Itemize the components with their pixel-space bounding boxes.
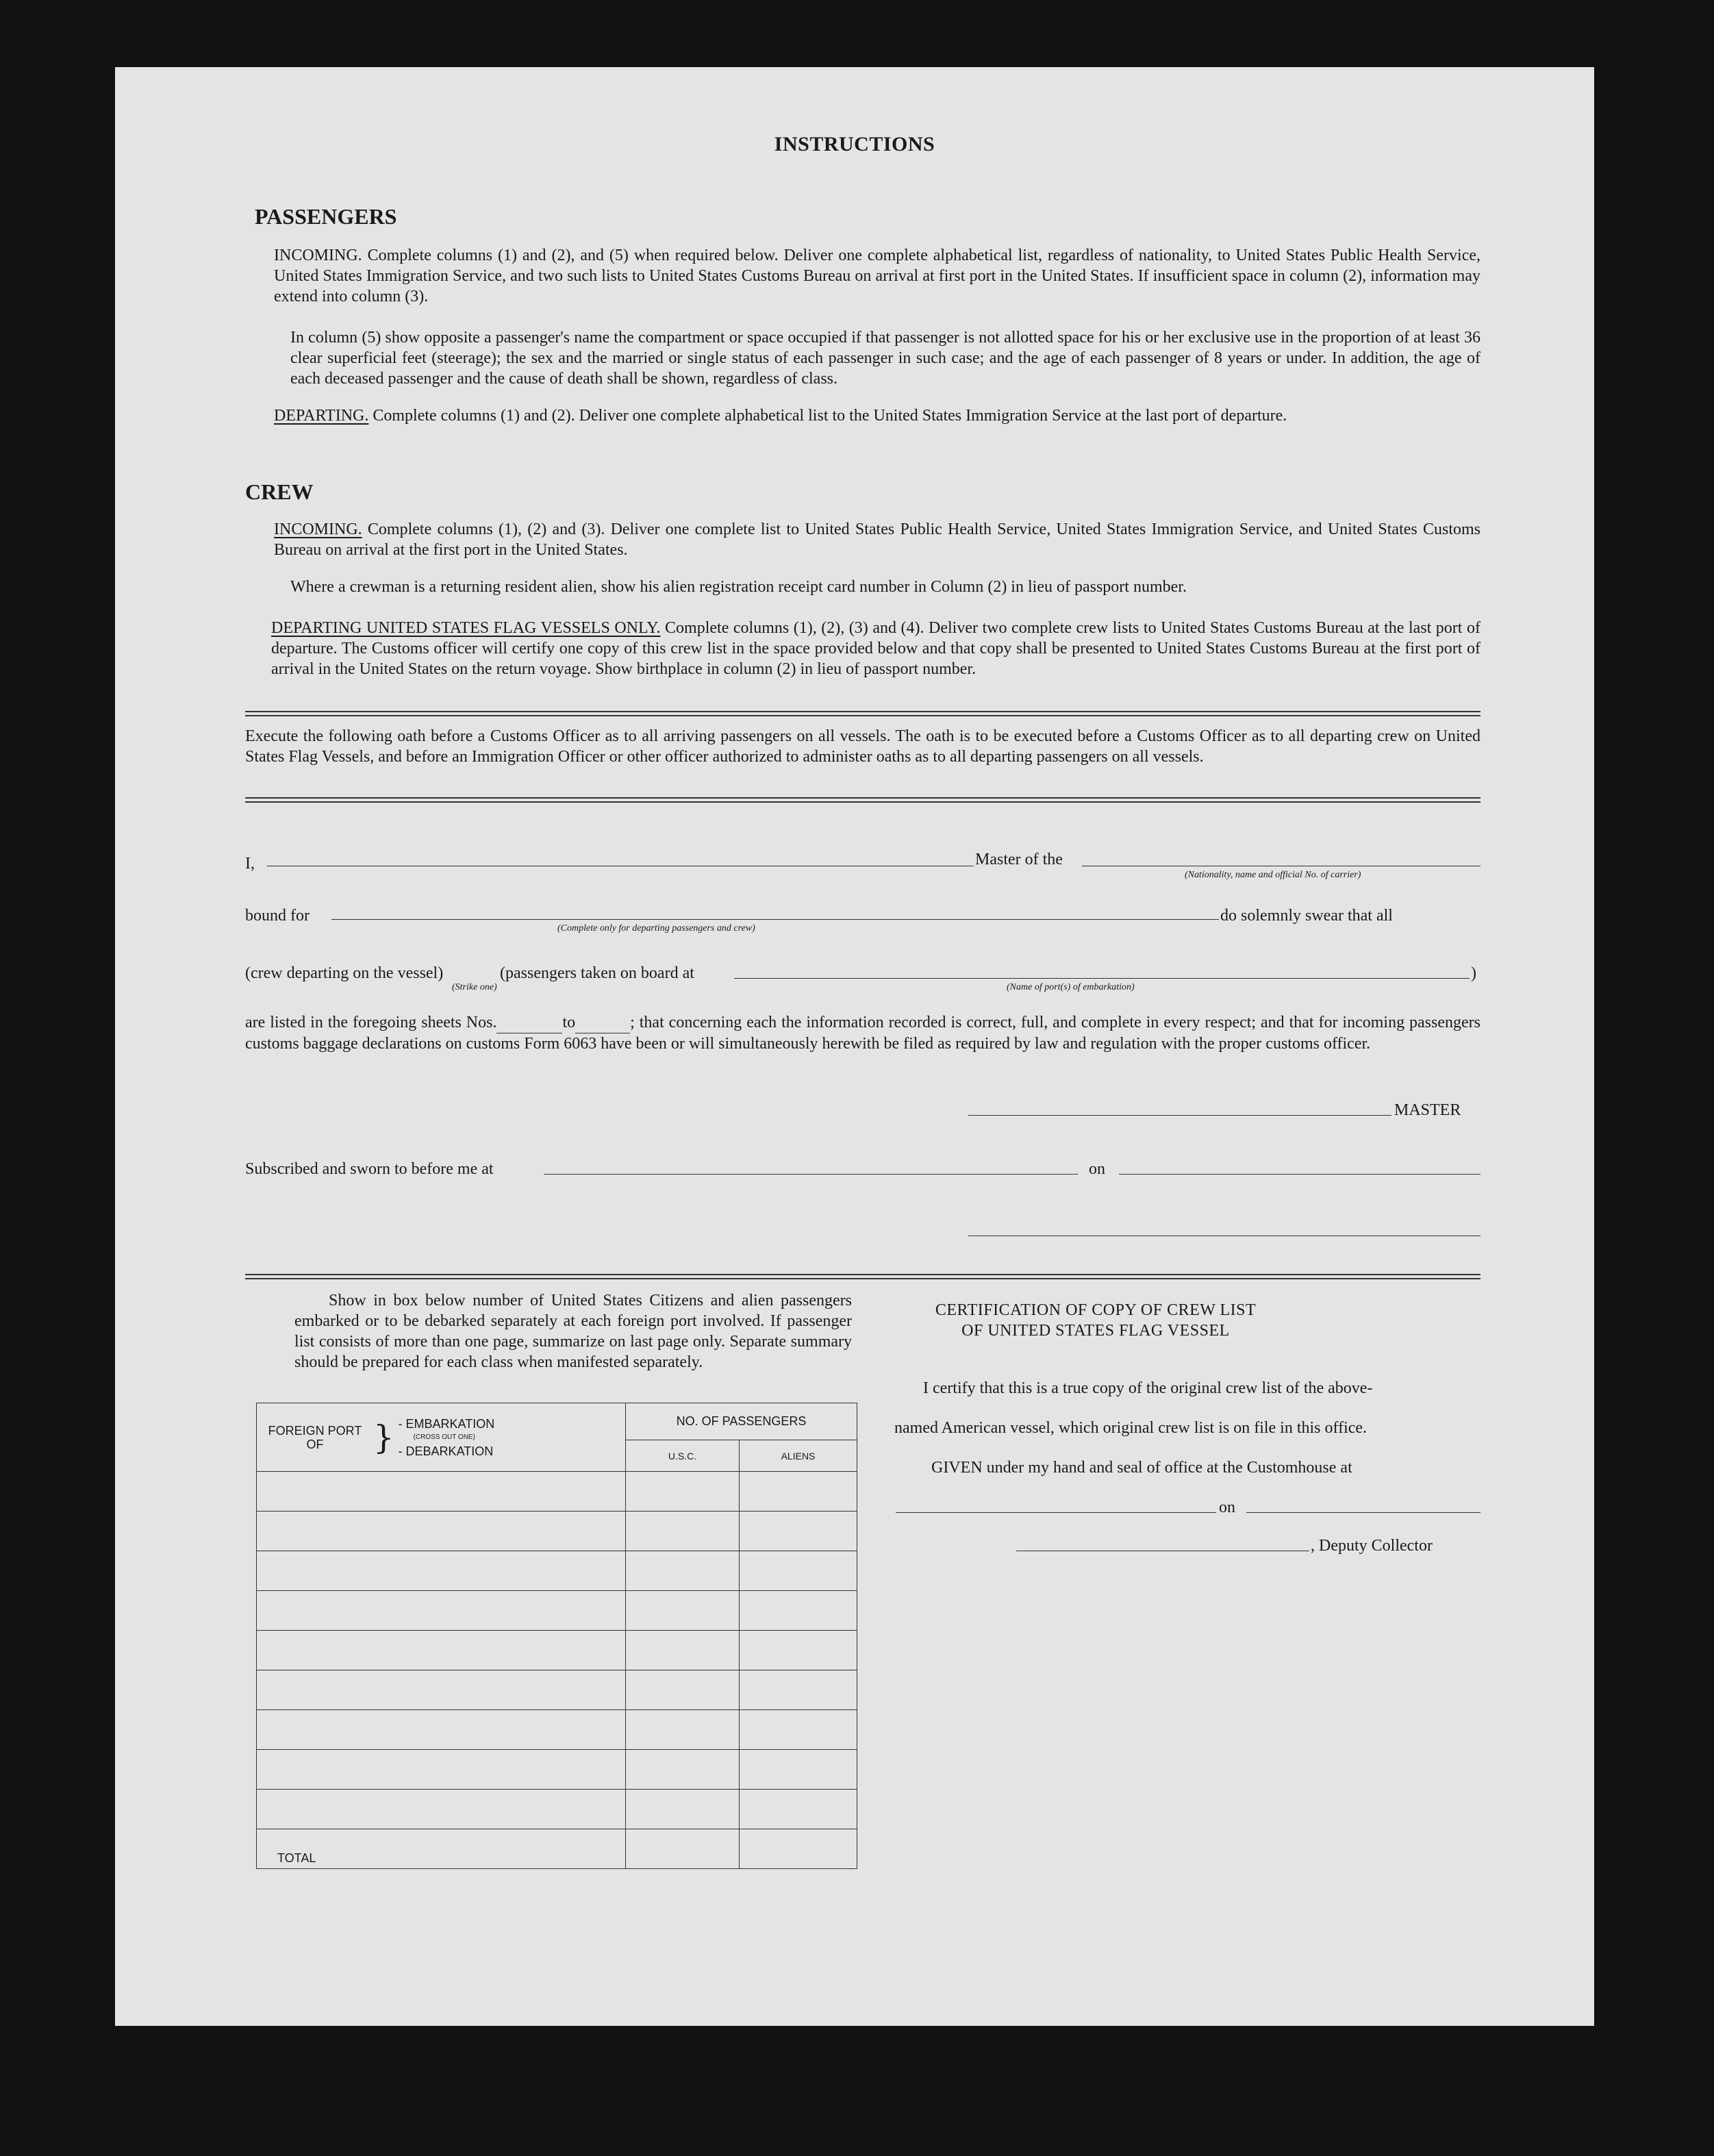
port-cell[interactable] xyxy=(257,1670,626,1710)
bound-for-field[interactable] xyxy=(331,919,1219,920)
divider-rule xyxy=(245,1274,1480,1275)
foreign-port-header xyxy=(257,1403,626,1472)
table-row xyxy=(257,1512,857,1551)
to-label: to xyxy=(562,1014,576,1031)
certification-title-line1: CERTIFICATION OF COPY OF CREW LIST xyxy=(935,1301,1257,1319)
close-paren: ) xyxy=(1471,964,1476,982)
passengers-departing-paragraph xyxy=(274,405,1480,426)
certification-line3: GIVEN under my hand and seal of office at the Customhouse at xyxy=(931,1459,1352,1477)
divider-rule xyxy=(245,801,1480,803)
passengers-incoming-paragraph xyxy=(274,245,1480,307)
sworn-date-field[interactable] xyxy=(1119,1174,1480,1175)
sheet-to-field[interactable] xyxy=(575,1012,630,1033)
crew-incoming-label: INCOMING. xyxy=(274,521,362,538)
divider-rule xyxy=(245,711,1480,712)
passengers-departing-text: Complete columns (1) and (2). Deliver one complete alphabetical list to the United States Immigration Service at the last port of departure. xyxy=(368,407,1287,425)
usc-total-cell[interactable] xyxy=(626,1829,740,1869)
certification-title-line2: OF UNITED STATES FLAG VESSEL xyxy=(961,1322,1230,1340)
certification-title xyxy=(889,1300,1302,1341)
crew-departing-paragraph xyxy=(271,618,1480,679)
aliens-total-cell[interactable] xyxy=(740,1829,857,1869)
passengers-column5-paragraph: In column (5) show opposite a passenger's name the compartment or space occupied if that passenger is not allotted space for his or her exclusive use in the proportion of at least 36 clear superficial feet (steerage); the sex and the married or single status of each passenger in such case; and the age of each passenger of 8 years or under. In addition, the age of each deceased passenger and the cause of death shall be shown, regardless of class. xyxy=(290,329,1480,388)
crew-departing-label: DEPARTING UNITED STATES FLAG VESSELS ONLY. xyxy=(271,619,661,637)
bound-for-label: bound for xyxy=(245,907,310,925)
crew-resident-paragraph: Where a crewman is a returning resident alien, show his alien registration receipt card number in Column (2) in lieu of passport number. xyxy=(290,578,1187,596)
passengers-departing-label: DEPARTING. xyxy=(274,407,369,425)
aliens-header: ALIENS xyxy=(740,1440,857,1472)
usc-cell[interactable] xyxy=(626,1710,740,1750)
subscribed-label: Subscribed and sworn to before me at xyxy=(245,1160,494,1178)
aliens-cell[interactable] xyxy=(740,1790,857,1829)
aliens-cell[interactable] xyxy=(740,1551,857,1591)
bound-hint: (Complete only for departing passengers and crew) xyxy=(557,923,755,933)
usc-cell[interactable] xyxy=(626,1551,740,1591)
usc-cell[interactable] xyxy=(626,1591,740,1631)
aliens-cell[interactable] xyxy=(740,1750,857,1790)
master-signature-field[interactable] xyxy=(968,1115,1391,1116)
aliens-cell[interactable] xyxy=(740,1670,857,1710)
table-row xyxy=(257,1670,857,1710)
divider-rule xyxy=(245,1278,1480,1279)
listed-text: ; that concerning each the information recorded is correct, full, and complete in every respect; and that for incoming passengers customs baggage declarations on customs Form 6063 have been or will simultaneously herewith be filed as required by law and regulation with the proper customs officer. xyxy=(245,1014,1480,1053)
table-row xyxy=(257,1790,857,1829)
certification-on-label: on xyxy=(1219,1499,1235,1516)
master-of-label: Master of the xyxy=(975,851,1063,868)
form-sheet xyxy=(115,67,1594,2026)
embarkation-ports-field[interactable] xyxy=(734,978,1470,979)
table-row xyxy=(257,1472,857,1512)
ports-summary-table xyxy=(256,1403,857,1869)
certification-date-field[interactable] xyxy=(1246,1512,1480,1513)
divider-rule xyxy=(245,797,1480,799)
passengers-incoming-text: Complete columns (1) and (2), and (5) when required below. Deliver one complete alphabetical list, regardless of nationality, to United States Public Health Service, United States Immigration Service, and two such lists to United States Customs Bureau on arrival at first port in the United States. If insufficient space in column (2), information may extend into column (3). xyxy=(274,247,1480,305)
crew-departing-text: Complete columns (1), (2), (3) and (4). Deliver two complete crew lists to United States Customs Bureau at the last port of departure. The Customs officer will certify one copy of this crew list in the space provided below and that copy shall be presented to United States Customs Bureau at the first port of arrival in the United States on the return voyage. Show birthplace in column (2) in lieu of passport number. xyxy=(271,619,1480,678)
usc-cell[interactable] xyxy=(626,1631,740,1670)
nationality-hint: (Nationality, name and official No. of carrier) xyxy=(1185,870,1361,880)
instructions-title: INSTRUCTIONS xyxy=(774,133,935,155)
sheet-from-field[interactable] xyxy=(496,1012,562,1033)
usc-cell[interactable] xyxy=(626,1750,740,1790)
sworn-place-field[interactable] xyxy=(544,1174,1078,1175)
embarkation-option: - EMBARKATION xyxy=(398,1416,495,1431)
table-row xyxy=(257,1750,857,1790)
no-passengers-header: NO. OF PASSENGERS xyxy=(626,1403,857,1440)
master-label: MASTER xyxy=(1394,1101,1461,1119)
usc-cell[interactable] xyxy=(626,1512,740,1551)
port-cell[interactable] xyxy=(257,1591,626,1631)
total-row xyxy=(257,1829,857,1869)
total-label: TOTAL xyxy=(257,1829,626,1869)
crew-departing-option: (crew departing on the vessel) xyxy=(245,964,444,982)
embarkation-debarkation-options xyxy=(399,1417,495,1458)
swear-label: do solemnly swear that all xyxy=(1220,907,1393,925)
foreign-port-label: FOREIGN PORT OF xyxy=(268,1423,362,1451)
customhouse-field[interactable] xyxy=(896,1512,1216,1513)
passengers-incoming-label: INCOMING. xyxy=(274,247,362,264)
aliens-cell[interactable] xyxy=(740,1710,857,1750)
table-row xyxy=(257,1591,857,1631)
port-cell[interactable] xyxy=(257,1710,626,1750)
crew-incoming-paragraph xyxy=(274,519,1480,560)
port-cell[interactable] xyxy=(257,1512,626,1551)
usc-cell[interactable] xyxy=(626,1472,740,1512)
sworn-on-label: on xyxy=(1089,1160,1105,1178)
crew-incoming-text: Complete columns (1), (2) and (3). Deliver one complete list to United States Public Health Service, United States Immigration Service, and United States Customs Bureau on arrival at the first port in the United States. xyxy=(274,521,1480,559)
usc-cell[interactable] xyxy=(626,1670,740,1710)
summary-instructions: Show in box below number of United States Citizens and alien passengers embarked or to be debarked separately at each foreign port involved. If passenger list consists of more than one page, summarize on last page only. Separate summary should be prepared for each class when manifested separately. xyxy=(294,1292,852,1371)
port-cell[interactable] xyxy=(257,1790,626,1829)
aliens-cell[interactable] xyxy=(740,1512,857,1551)
passengers-taken-option: (passengers taken on board at xyxy=(500,964,694,982)
listed-paragraph xyxy=(245,1012,1480,1054)
aliens-cell[interactable] xyxy=(740,1472,857,1512)
ports-hint: (Name of port(s) of embarkation) xyxy=(1007,982,1135,992)
oath-i-label: I, xyxy=(245,855,255,873)
debarkation-option: - DEBARKATION xyxy=(398,1444,494,1458)
table-row xyxy=(257,1710,857,1750)
port-cell[interactable] xyxy=(257,1631,626,1670)
table-row xyxy=(257,1631,857,1670)
aliens-cell[interactable] xyxy=(740,1631,857,1670)
oath-intro: Execute the following oath before a Customs Officer as to all arriving passengers on all vessels. The oath is to be executed before a Customs Officer as to all departing crew on United States Flag Vessels, and before an Immigration Officer or other officer authorized to administer oaths as to all departing passengers on all vessels. xyxy=(245,727,1480,766)
brace-icon: } xyxy=(373,1418,394,1457)
usc-header: U.S.C. xyxy=(626,1440,740,1472)
usc-cell[interactable] xyxy=(626,1790,740,1829)
port-cell[interactable] xyxy=(257,1472,626,1512)
strike-hint: (Strike one) xyxy=(452,982,497,992)
port-cell[interactable] xyxy=(257,1750,626,1790)
listed-prefix: are listed in the foregoing sheets Nos. xyxy=(245,1014,497,1031)
passengers-heading: PASSENGERS xyxy=(255,204,397,229)
table-row xyxy=(257,1551,857,1591)
port-cell[interactable] xyxy=(257,1551,626,1591)
aliens-cell[interactable] xyxy=(740,1591,857,1631)
certification-line1: I certify that this is a true copy of the original crew list of the above- xyxy=(923,1379,1373,1397)
cross-out-hint: (CROSS OUT ONE) xyxy=(413,1433,475,1441)
certification-line2: named American vessel, which original crew list is on file in this office. xyxy=(894,1419,1368,1437)
divider-rule xyxy=(245,715,1480,716)
crew-heading: CREW xyxy=(245,479,314,504)
deputy-collector-label: , Deputy Collector xyxy=(1311,1537,1433,1555)
